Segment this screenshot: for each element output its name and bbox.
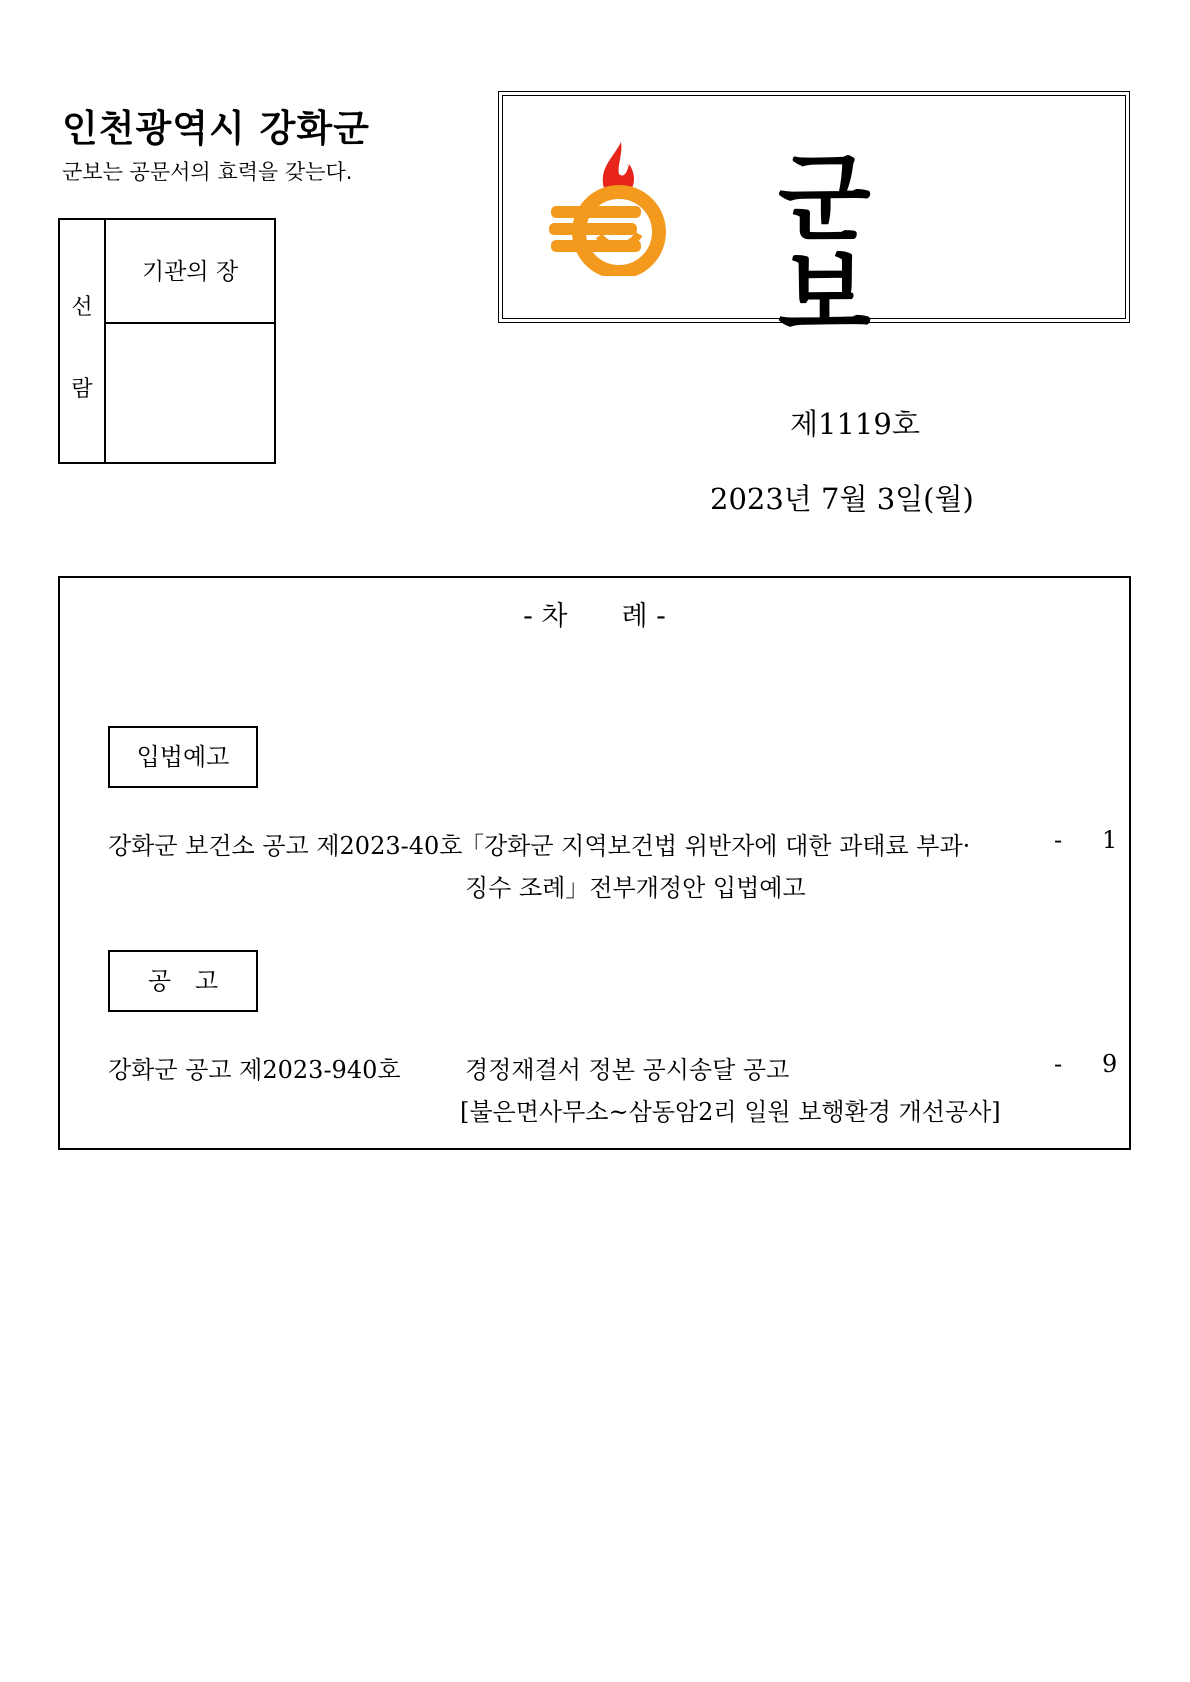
circulation-label-column [60, 220, 106, 462]
issue-date: 2023년 7월 3일(월) [710, 482, 974, 516]
entry-page: 1 [1102, 826, 1118, 854]
section-label-notice: 공 고 [108, 950, 258, 1012]
toc-title: - 차 례 - [523, 601, 666, 632]
circulation-char-2: 람 [71, 377, 93, 402]
issue-number: 제1119호 [790, 407, 920, 441]
entry-title-line1: 경정재결서 정본 공시송달 공고 [465, 1056, 790, 1084]
table-of-contents [58, 576, 1131, 1150]
entry-title-line1: 「강화군 지역보건법 위반자에 대한 과태료 부과· [460, 832, 971, 860]
masthead-box [498, 91, 1130, 351]
entry-ref: 강화군 공고 제2023-940호 [108, 1056, 401, 1084]
circulation-head-cell [106, 220, 274, 324]
section-label-legislation: 입법예고 [108, 726, 258, 788]
masthead-title: 군 보 [778, 143, 981, 351]
circulation-head-label: 기관의 장 [141, 259, 239, 285]
org-name: 인천광역시 강화군 [62, 107, 370, 150]
ganghwa-emblem-icon [543, 136, 673, 276]
entry-ref: 강화군 보건소 공고 제2023-40호 [108, 832, 463, 860]
gazette-subtitle: 군보는 공문서의 효력을 갖는다. [62, 160, 353, 184]
entry-title-line2: 징수 조례」전부개정안 입법예고 [465, 874, 806, 902]
entry-page: 9 [1102, 1050, 1118, 1078]
entry-leader: - [1054, 1050, 1063, 1078]
circulation-char-1: 선 [71, 295, 93, 320]
entry-leader: - [1054, 826, 1063, 854]
circulation-box [58, 218, 276, 464]
entry-title-line2: [불은면사무소~삼동암2리 일원 보행환경 개선공사] [460, 1098, 1001, 1126]
